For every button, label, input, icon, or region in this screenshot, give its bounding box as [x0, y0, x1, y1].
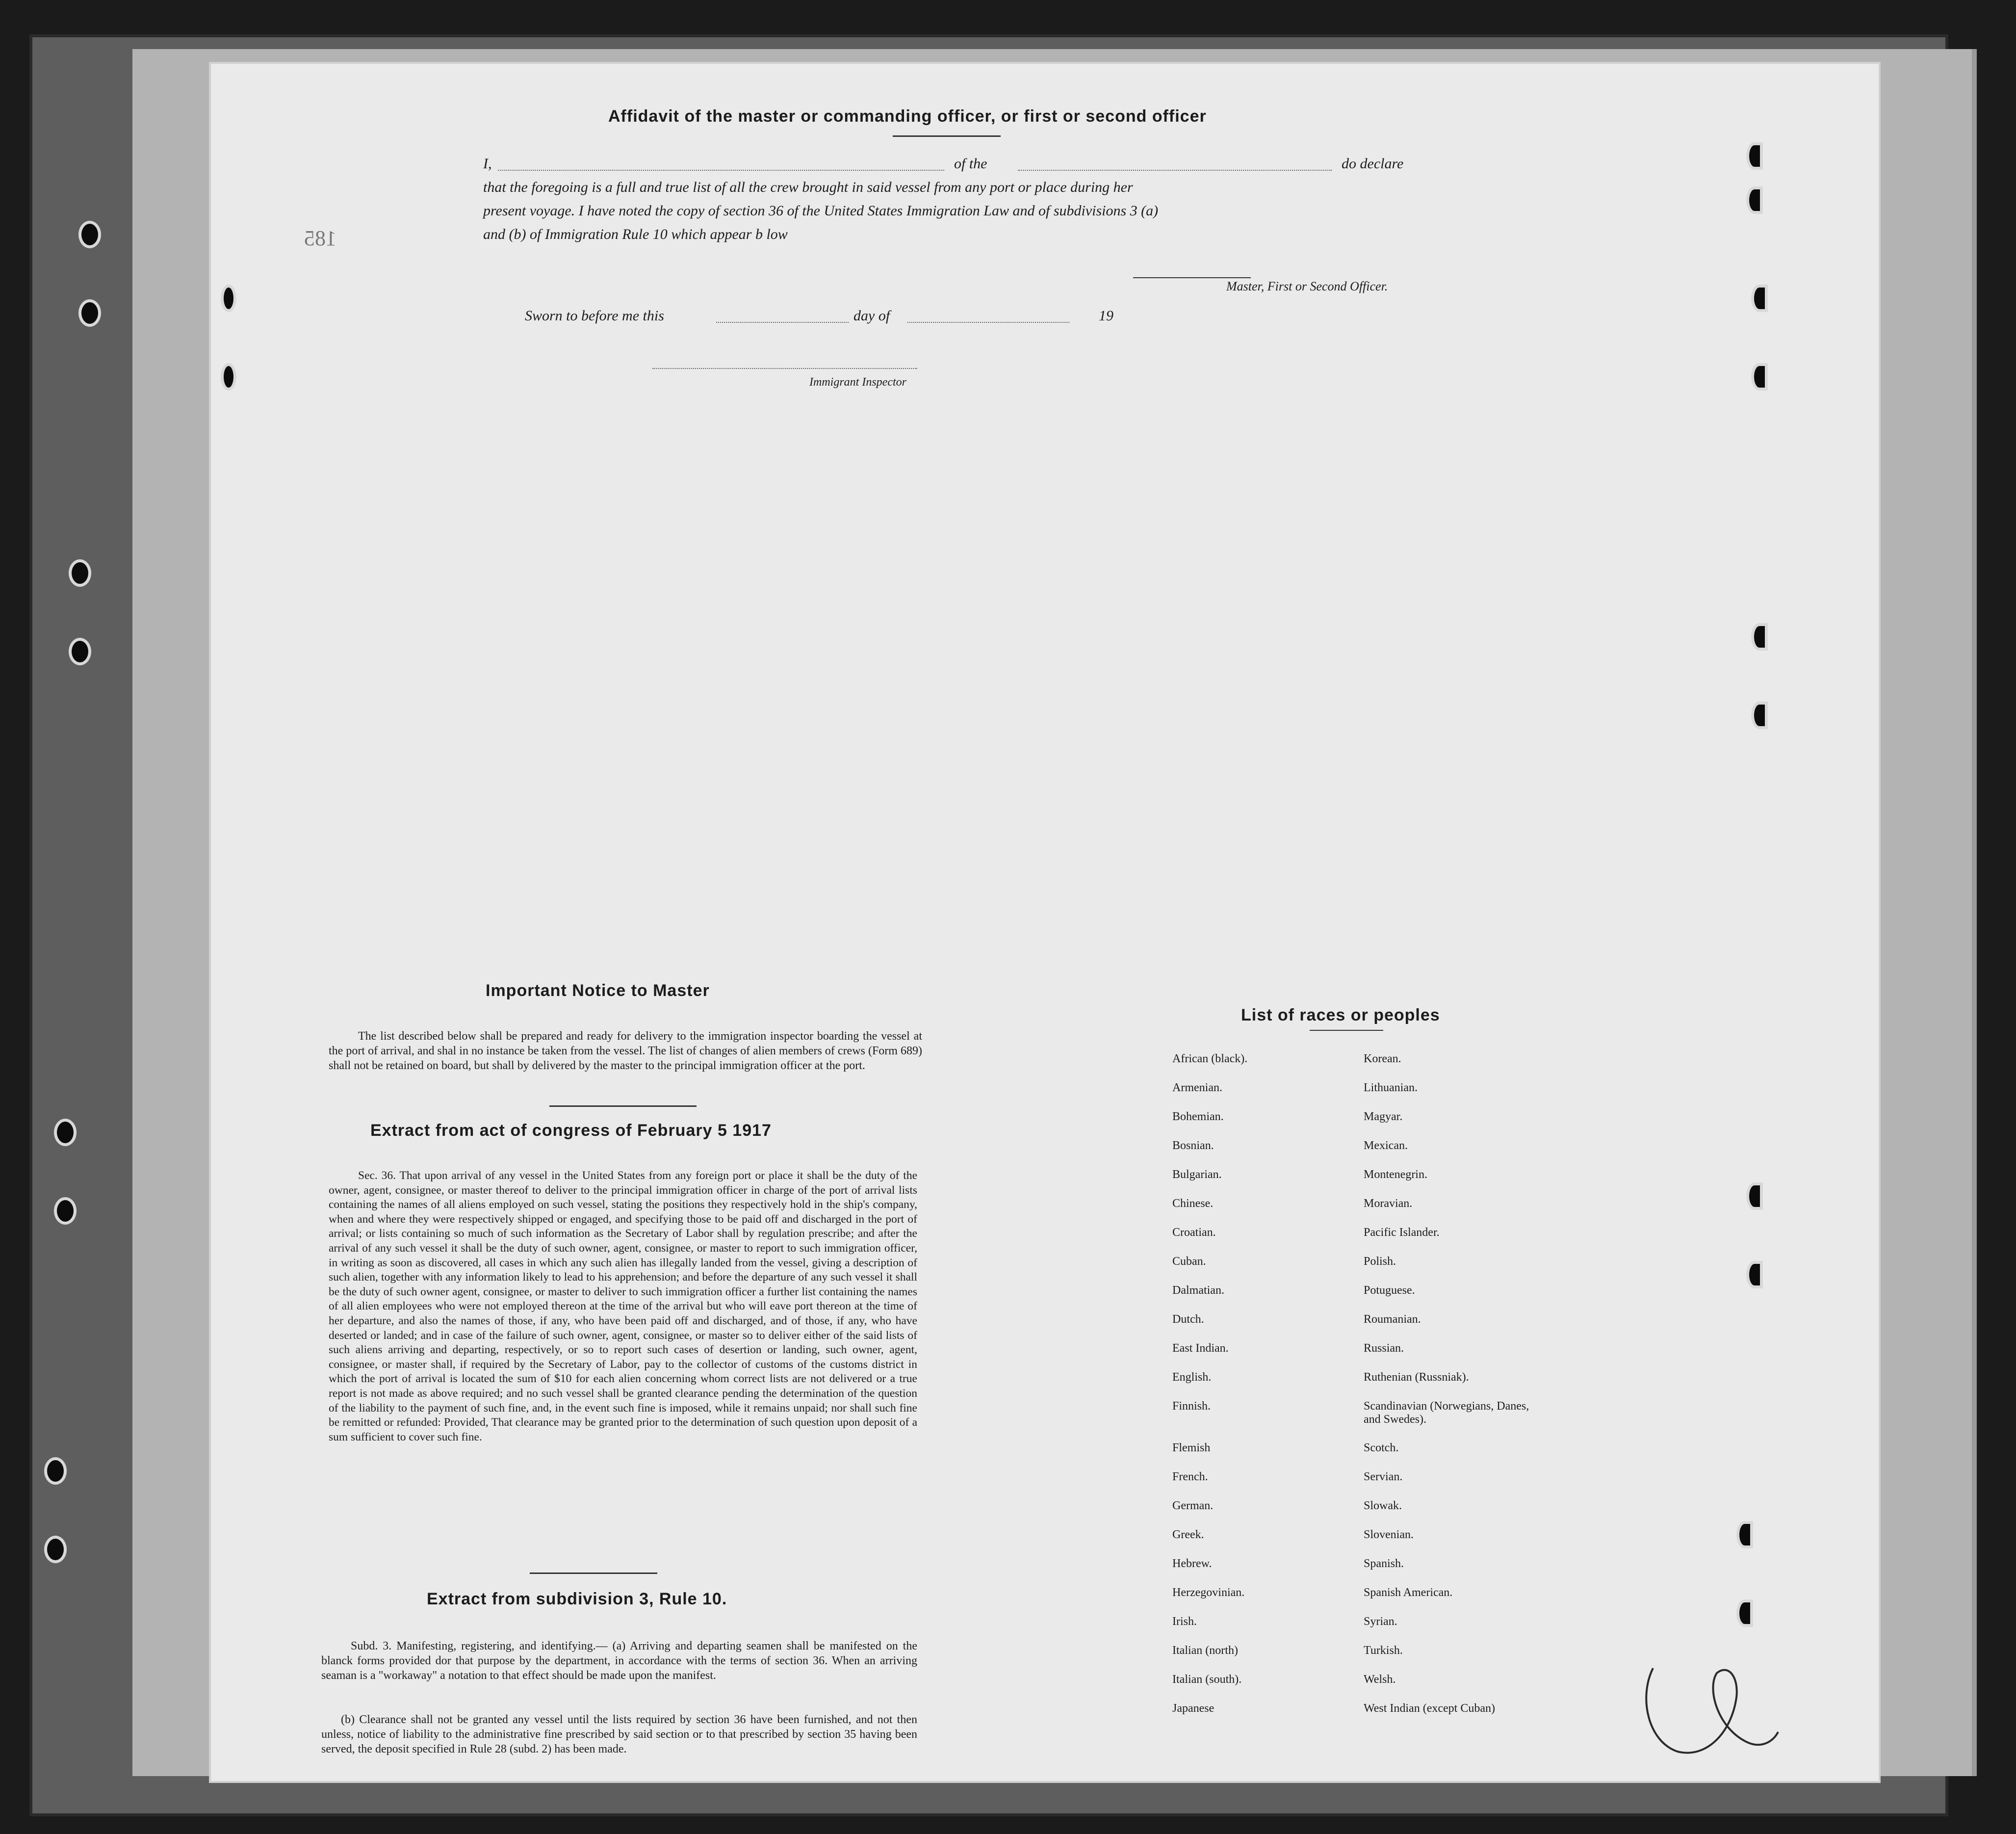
of-the-label: of the — [954, 156, 987, 172]
race-row — [1172, 1400, 1614, 1441]
race-item: Turkish. — [1364, 1644, 1403, 1657]
race-row — [1172, 1673, 1614, 1702]
manifest-page — [211, 64, 1879, 1781]
race-item: Italian (south). — [1172, 1673, 1242, 1686]
race-item: Moravian. — [1364, 1197, 1413, 1210]
pen-scribble — [1633, 1658, 1781, 1766]
sworn-month-field — [907, 322, 1069, 323]
race-row — [1172, 1441, 1614, 1470]
vessel-name-field — [1018, 170, 1332, 171]
sworn-day-field — [716, 322, 849, 323]
race-row — [1172, 1371, 1614, 1400]
race-item: German. — [1172, 1499, 1214, 1512]
affidavit-line-3: present voyage. I have noted the copy of section 36 of the United States Immigration Law and of subdivisions 3 (a) — [483, 203, 1159, 219]
affidavit-line-4: and (b) of Immigration Rule 10 which appear b low — [483, 226, 788, 242]
binder-hole — [78, 299, 101, 327]
binder-hole — [1751, 363, 1768, 391]
race-item: English. — [1172, 1371, 1212, 1384]
race-item: Armenian. — [1172, 1081, 1222, 1094]
race-item: Servian. — [1364, 1470, 1403, 1483]
act-divider — [530, 1572, 657, 1574]
race-item: Irish. — [1172, 1615, 1197, 1628]
binder-hole — [1746, 1261, 1763, 1288]
race-item: Bohemian. — [1172, 1110, 1224, 1123]
race-item: Russian. — [1364, 1342, 1404, 1355]
race-row — [1172, 1702, 1614, 1731]
binder-hole — [221, 363, 236, 391]
title-underline — [893, 135, 1001, 137]
race-row — [1172, 1168, 1614, 1197]
race-item: Chinese. — [1172, 1197, 1214, 1210]
binder-hole — [44, 1536, 67, 1563]
race-item: Greek. — [1172, 1528, 1204, 1541]
binder-hole — [221, 285, 236, 312]
race-item: Roumanian. — [1364, 1313, 1421, 1326]
race-item: Korean. — [1364, 1052, 1401, 1065]
rule-para-b: (b) Clearance shall not be granted any vessel until the lists required by section 36 have been furnished, and not then unless, notice of liability to the administrative fine prescribed by said section or to that prescribed by section 35 having been served, the deposit specified in Rule 28 (subd. 2) has been made. — [321, 1713, 917, 1755]
race-item: Italian (north) — [1172, 1644, 1238, 1657]
race-item: Bosnian. — [1172, 1139, 1214, 1152]
race-item: West Indian (except Cuban) — [1364, 1702, 1495, 1715]
race-item: Syrian. — [1364, 1615, 1397, 1628]
race-item: Dalmatian. — [1172, 1284, 1224, 1297]
race-item: Flemish — [1172, 1441, 1211, 1454]
binder-hole — [1736, 1521, 1753, 1548]
race-item: Welsh. — [1364, 1673, 1396, 1686]
race-item: Ruthenian (Russniak). — [1364, 1371, 1469, 1384]
race-item: Spanish. — [1364, 1557, 1404, 1570]
race-row — [1172, 1284, 1614, 1313]
race-item: Croatian. — [1172, 1226, 1216, 1239]
notice-body: The list described below shall be prepared and ready for delivery to the immigration inspector boarding the vessel at the port of arrival, and shal in no instance be taken from the vessel. The list of changes of alien members of crews (Form 689) shall not be retained on board, but shall by delivered by the master to the principal immigration officer at the port. — [329, 1030, 922, 1072]
binder-hole — [54, 1197, 77, 1225]
race-item: Pacific Islander. — [1364, 1226, 1440, 1239]
binder-hole — [1736, 1599, 1753, 1627]
race-item: Potuguese. — [1364, 1284, 1415, 1297]
declarant-name-field — [498, 170, 944, 171]
binder-hole — [1751, 623, 1768, 651]
race-item: Herzegovinian. — [1172, 1586, 1245, 1599]
races-title-underline — [1310, 1030, 1383, 1031]
act-title: Extract from act of congress of February 5 1917 — [370, 1121, 772, 1140]
rule-para-a: Subd. 3. Manifesting, registering, and identifying.— (a) Arriving and departing seamen shall be manifested on the blanck forms provided dor that purpose by the department, in accordance with the terms of section 36. When an arriving seaman is a "workaway" a notation to that effect should be made upon the manifest. — [321, 1640, 917, 1682]
race-item: Slowak. — [1364, 1499, 1402, 1512]
race-item: Finnish. — [1172, 1400, 1211, 1413]
binder-hole — [69, 559, 91, 587]
race-item: African (black). — [1172, 1052, 1248, 1065]
races-title: List of races or peoples — [1241, 1006, 1440, 1024]
inspector-signature-line — [652, 368, 917, 369]
race-item: French. — [1172, 1470, 1208, 1483]
race-item: Cuban. — [1172, 1255, 1206, 1268]
race-item: Polish. — [1364, 1255, 1396, 1268]
binder-hole — [1751, 285, 1768, 312]
notice-divider — [549, 1105, 697, 1107]
sworn-label: Sworn to before me this — [525, 308, 664, 324]
race-item: Montenegrin. — [1364, 1168, 1427, 1181]
year-label: 19 — [1099, 308, 1113, 324]
declarant-label: I, — [483, 156, 492, 172]
race-row — [1172, 1052, 1614, 1081]
binder-hole — [44, 1457, 67, 1485]
race-row — [1172, 1139, 1614, 1168]
race-item: East Indian. — [1172, 1342, 1229, 1355]
inspector-label: Immigrant Inspector — [809, 376, 906, 389]
race-row — [1172, 1528, 1614, 1557]
binder-hole — [1746, 1182, 1763, 1210]
race-item: Scandinavian (Norwegians, Danes, and Swedes). — [1364, 1400, 1529, 1426]
race-row — [1172, 1226, 1614, 1255]
race-row — [1172, 1557, 1614, 1586]
binder-hole — [78, 221, 101, 248]
race-item: Bulgarian. — [1172, 1168, 1222, 1181]
binder-hole — [69, 638, 91, 665]
race-item: Dutch. — [1172, 1313, 1204, 1326]
race-item: Magyar. — [1364, 1110, 1403, 1123]
binder-hole — [1746, 142, 1763, 170]
act-body: Sec. 36. That upon arrival of any vessel in the United States from any foreign port or place it shall be the duty of the owner, agent, consignee, or master thereof to deliver to the principal immigration officer in charge of the port of arrival lists containing the names of all aliens employed on such vessel, stating the positions they respectively hold in the ship's company, when and where they were respectively shipped or engaged, and specifying those to be paid off and discharged in the port of arrival; or lists containing so much of such information as the Secretary of Labor shall by regulation prescribe; and after the arrival of any such vessel it shall be the duty of such owner, agent, consignee, or master to report to such immigration officer, in writing as soon as discovered, all cases in which any such alien has illegally landed from the vessel, giving a description of such alien, together with any information likely to lead to his apprehension; and before the departure of any such vessel it shall be the duty of such owner agent, consignee, or master to deliver to such immigration officer a further list containing the names of all alien employees who were not employed thereon at the time of the arrival but who will eave port thereon at the time of her departure, and also the names of those, if any, who have been paid off and discharged, and of those, if any, who have deserted or landed; and in case of the failure of such owner, agent, consignee, or master so to deliver either of the said lists of such aliens arriving and departing, respectively, or so to report such cases of desertion or landing, such owner, agent, consignee, or master shall, if required by the Secretary of Labor, pay to the collector of customs of the customs district in which the port of arrival is located the sum of $10 for each alien concerning whom correct lists are not delivered or a true report is not made as above required; and no such vessel shall be granted clearance pending the determination of the question of the liability to the payment of such fine, and, in the event such fine is imposed, while it remains unpaid; nor shall such fine be remitted or refunded: Provided, That clearance may be granted prior to the determination of such question upon deposit of a sum sufficient to cover such fine. — [329, 1169, 917, 1443]
race-row — [1172, 1342, 1614, 1371]
rule-title: Extract from subdivision 3, Rule 10. — [427, 1590, 727, 1608]
race-row — [1172, 1470, 1614, 1499]
race-item: Hebrew. — [1172, 1557, 1212, 1570]
race-item: Slovenian. — [1364, 1528, 1414, 1541]
binder-hole — [54, 1119, 77, 1146]
race-item: Scotch. — [1364, 1441, 1399, 1454]
binder-hole — [1746, 186, 1763, 214]
race-row — [1172, 1615, 1614, 1644]
master-signature-label: Master, First or Second Officer. — [1226, 279, 1388, 293]
affidavit-line-2: that the foregoing is a full and true list of all the crew brought in said vessel from any port or place during her — [483, 179, 1133, 195]
race-item: Mexican. — [1364, 1139, 1408, 1152]
race-row — [1172, 1110, 1614, 1139]
race-row — [1172, 1313, 1614, 1342]
race-row — [1172, 1499, 1614, 1528]
race-row — [1172, 1644, 1614, 1673]
margin-number: 185 — [304, 226, 336, 250]
day-of-label: day of — [853, 308, 890, 324]
race-item: Japanese — [1172, 1702, 1215, 1715]
race-row — [1172, 1081, 1614, 1110]
race-row — [1172, 1586, 1614, 1615]
races-list — [1172, 1052, 1614, 1731]
race-row — [1172, 1255, 1614, 1284]
declare-label: do declare — [1342, 156, 1404, 172]
affidavit-title: Affidavit of the master or commanding officer, or first or second officer — [608, 107, 1207, 126]
race-item: Lithuanian. — [1364, 1081, 1418, 1094]
race-row — [1172, 1197, 1614, 1226]
notice-title: Important Notice to Master — [486, 981, 710, 1000]
binder-hole — [1751, 702, 1768, 729]
race-item: Spanish American. — [1364, 1586, 1453, 1599]
